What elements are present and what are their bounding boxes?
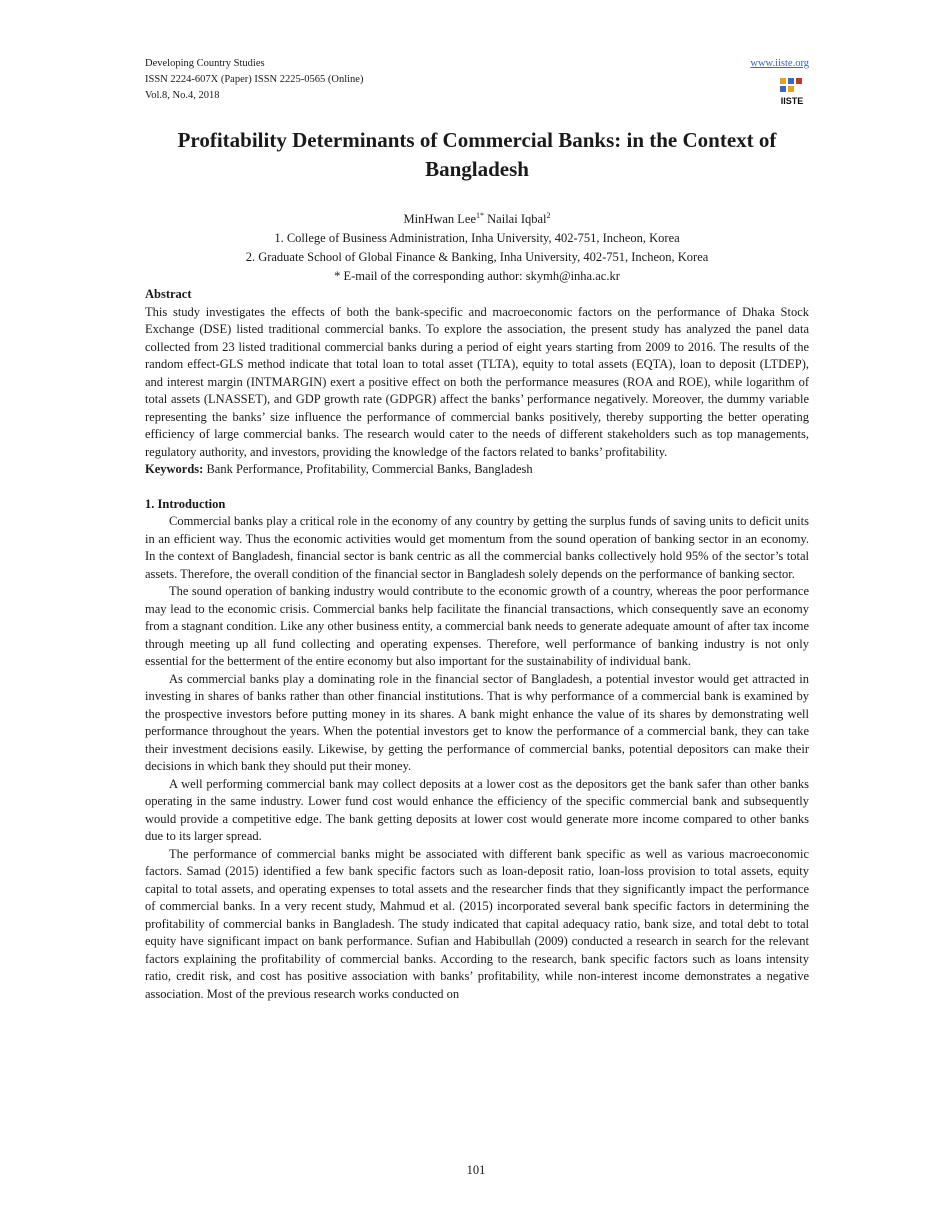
abstract-text: This study investigates the effects of both the bank-specific and macroeconomic factors on the performance of Dhaka Stock Exchange (DSE) listed traditional commercial banks. To explore the association, the present study has analyzed the panel data collected from 23 listed traditional commercial banks during a period of eight years starting from 2009 to 2016. The results of the random effect-GLS method indicate that total loan to total asset (TLTA), equity to total assets (EQTA), loan to deposit (LTDEP), and interest margin (INTMARGIN) exert a positive effect on both the performance measures (ROA and ROE), while logarithm of total assets (LNASSET), and GDP growth rate (GDPGR) affect the banks’ performance negatively. Moreover, the dummy variable representing the banks’ size influence the performance of commercial banks positively, thereby supporting the better operating efficiency of large commercial banks. The research would cater to the needs of different stakeholders such as top managements, regulatory authority, and investors, providing the knowledge of the factors related to banks’ profitability.	[145, 304, 809, 459]
author-2-marker: 2	[546, 211, 551, 220]
journal-name: Developing Country Studies	[145, 58, 265, 69]
intro-paragraph-2: The sound operation of banking industry would contribute to the economic growth of a country, whereas the poor performance may lead to the economic crisis. Commercial banks help facilitate the financial transactions, which consequently save an economy from a stagnant condition. Like any other business entity, a commercial bank needs to generate adequate amount of after tax income through meeting up all fund collecting and operating expenses. Therefore, well performance of banking industry is not only essential for the betterment of the entire economy but also important for the sustainability of individual bank.	[145, 584, 809, 669]
paper-title: Profitability Determinants of Commercial Banks: in the Context of Bangladesh	[177, 128, 777, 181]
keywords-line	[145, 461, 809, 479]
svg-text:IISTE: IISTE	[780, 96, 804, 106]
corresponding-email: * E-mail of the corresponding author: skymh@inha.ac.kr	[334, 269, 620, 284]
introduction-heading: 1. Introduction	[145, 496, 226, 511]
page-number: 101	[466, 1163, 486, 1177]
intro-paragraph-5: The performance of commercial banks might be associated with different bank specific as well as various macroeconomic factors. Samad (2015) identified a few bank specific factors such as loan-deposit ratio, loan-loss provision to total assets, equity capital to total assets, and operating expenses to total assets and the researcher finds that they significantly impact the performance of commercial banks. In a very recent study, Mahmud et al. (2015) incorporated several bank specific factors in determining the profitability of commercial banks in Bangladesh. The study indicated that capital adequacy ratio, bank size, and total debt to total equity have significant impact on bank performance. Sufian and Habibullah (2009) conducted a research in search for the relevant factors explaining the profitability of commercial banks. According to the research, bank specific factors such as loans intensity ratio, credit risk, and cost has positive association with banks’ profitability, while non-interest income demonstrates a negative association. Most of the previous research works conducted on	[145, 846, 809, 1001]
intro-paragraph-3: As commercial banks play a dominating role in the financial sector of Bangladesh, a potential investor would get attracted in investing in shares of banks rather than other financial institutions. That is why performance of a commercial bank is examined by the prospective investors before putting money in its shares. A bank might enhance the value of its shares by demonstrating well performance throughout the years. When the potential investors get to know the performance of a commercial bank, they can take their investment decisions easily. Likewise, by getting the performance of commercial banks, potential depositors can make their decisions in which bank they should put their money.	[145, 671, 809, 774]
author-2: Nailai Iqbal	[487, 212, 547, 227]
abstract-heading: Abstract	[145, 287, 192, 302]
journal-header	[145, 56, 809, 104]
author-names	[145, 206, 809, 229]
intro-paragraph-1: Commercial banks play a critical role in the economy of any country by getting the surplus funds of saving units to deficit units in an efficient way. Thus the economic activities would get momentum from the sound operation of banking sector in an economy. In the context of Bangladesh, financial sector is bank centric as all the commercial banks collectively hold 95% of the sector’s total assets. Therefore, the overall condition of the financial sector in Bangladesh solely depends on the performance of banking sector.	[145, 514, 809, 581]
intro-paragraph-4: A well performing commercial bank may collect deposits at a lower cost as the depositors get the bank safer than other banks operating in the same industry. Lower fund cost would enhance the efficiency of the specific commercial bank and subsequently would provide a competitive edge. The bank getting deposits at lower cost would generate more income compared to other banks due to its larger spread.	[145, 776, 809, 844]
author-1-marker: 1*	[476, 211, 485, 220]
journal-volume: Vol.8, No.4, 2018	[145, 90, 220, 101]
keywords-label: Keywords:	[145, 462, 204, 477]
author-1: MinHwan Lee	[403, 212, 477, 227]
affiliation-2: 2. Graduate School of Global Finance & Banking, Inha University, 402-751, Incheon, Korea	[245, 250, 709, 265]
journal-issn: ISSN 2224-607X (Paper) ISSN 2225-0565 (Online)	[145, 74, 364, 85]
paper-page	[145, 56, 809, 1003]
keywords-list: Bank Performance, Profitability, Commercial Banks, Bangladesh	[203, 462, 533, 477]
affiliation-1: 1. College of Business Administration, Inha University, 402-751, Incheon, Korea	[274, 231, 680, 246]
iiste-logo-icon	[777, 76, 807, 106]
journal-url-link[interactable]: www.iiste.org	[750, 58, 809, 69]
author-block	[145, 206, 809, 286]
